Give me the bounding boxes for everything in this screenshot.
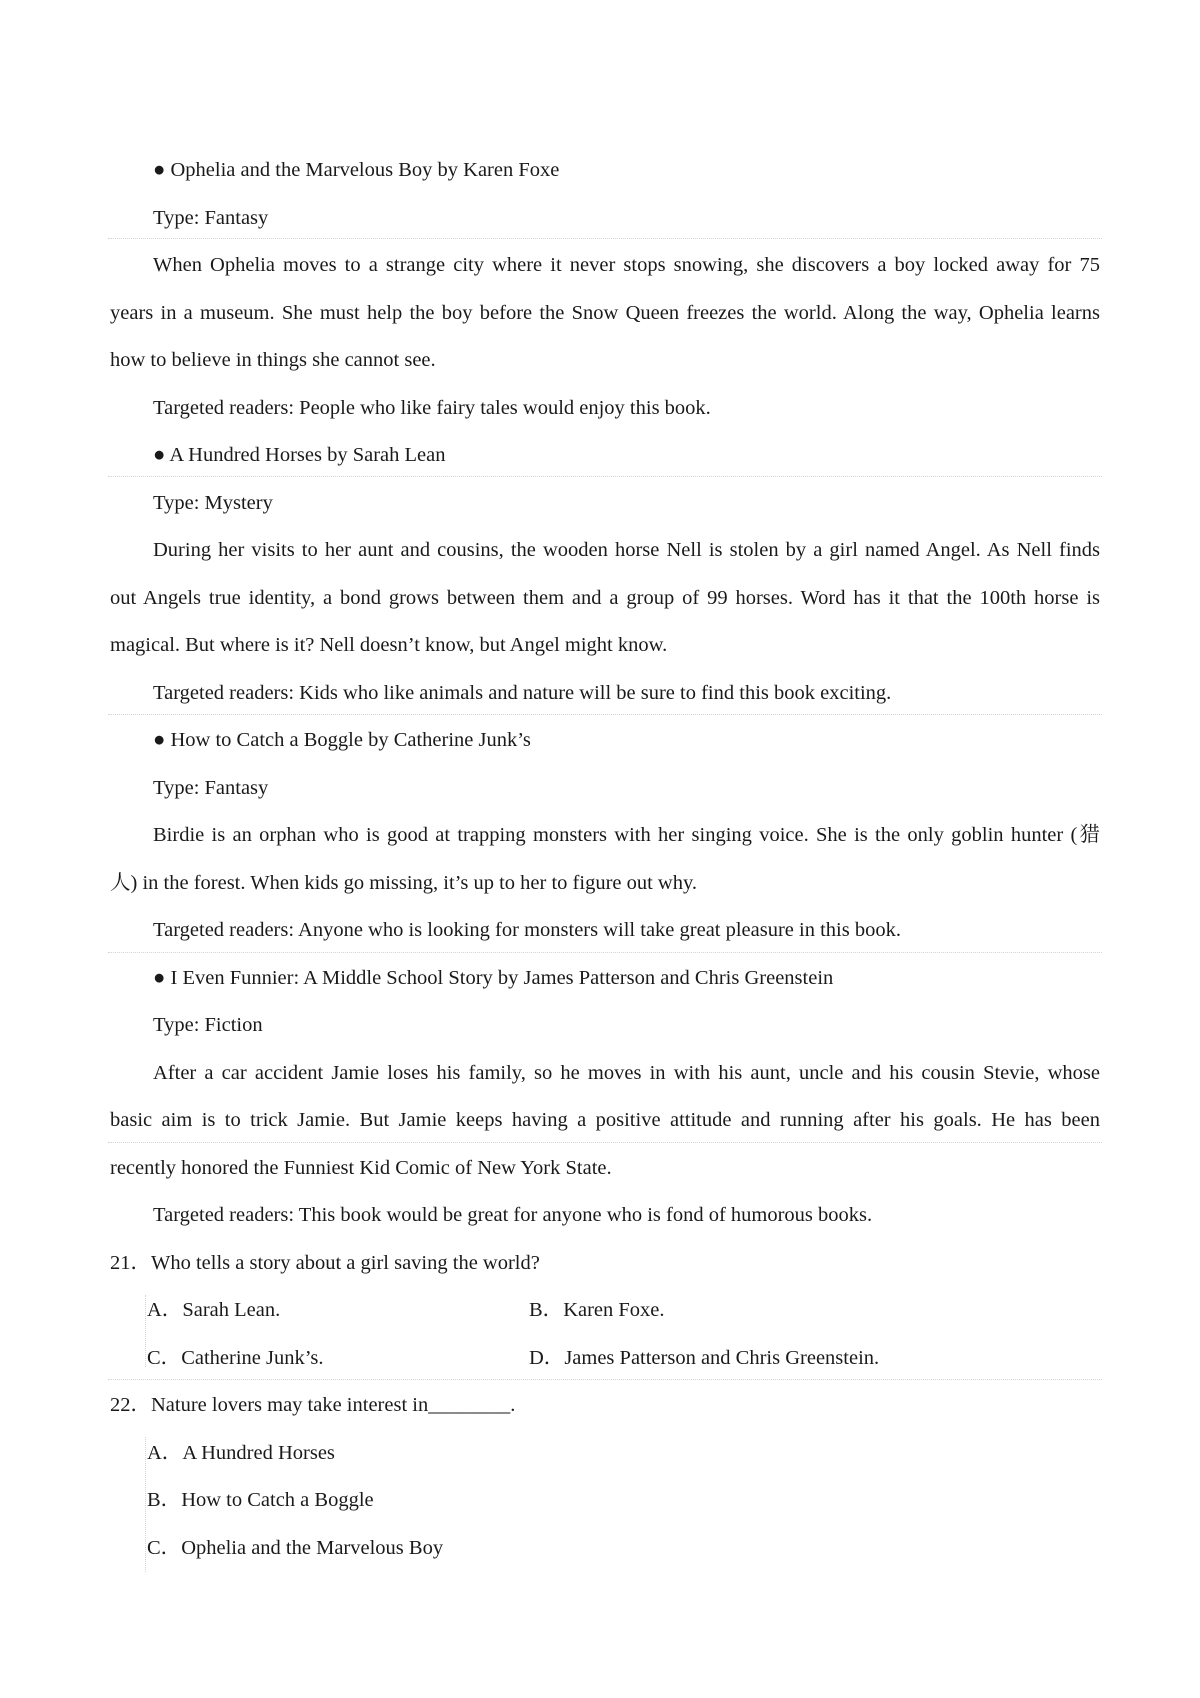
book-description: Birdie is an orphan who is good at trapping monsters with her singing voice. She is the only goblin hunter (猎 (153, 824, 1100, 846)
book-description: basic aim is to trick Jamie. But Jamie keeps having a positive attitude and running after his goals. He has been (110, 1109, 1100, 1131)
book-description: After a car accident Jamie loses his family, so he moves in with his aunt, uncle and his cousin Stevie, whose (153, 1062, 1100, 1084)
book-description: When Ophelia moves to a strange city where it never stops snowing, she discovers a boy locked away for 75 (153, 254, 1100, 276)
question-text: Who tells a story about a girl saving the world? (151, 1252, 540, 1274)
book-description: how to believe in things she cannot see. (110, 349, 436, 371)
book-description: 人) in the forest. When kids go missing, it’s up to her to figure out why. (110, 872, 698, 894)
answer-option[interactable] (147, 1344, 507, 1372)
answer-option[interactable] (529, 1296, 1089, 1324)
question-text: Nature lovers may take interest in________. (151, 1394, 516, 1416)
book-readers: Targeted readers: People who like fairy tales would enjoy this book. (153, 397, 711, 419)
book-title: ● Ophelia and the Marvelous Boy by Karen Foxe (153, 159, 560, 181)
option-label: C． (147, 1537, 182, 1559)
dotted-separator (108, 714, 1102, 715)
book-title: ● How to Catch a Boggle by Catherine Junk’s (153, 729, 531, 751)
question-stem (110, 1391, 1100, 1419)
dotted-separator (108, 1379, 1102, 1380)
book-readers: Targeted readers: Kids who like animals and nature will be sure to find this book exciting. (153, 682, 892, 704)
dotted-separator (108, 952, 1102, 953)
option-text: Ophelia and the Marvelous Boy (181, 1537, 444, 1559)
option-text: How to Catch a Boggle (181, 1489, 374, 1511)
question-number: 22． (110, 1394, 151, 1416)
option-label: A． (147, 1299, 183, 1321)
book-description: years in a museum. She must help the boy before the Snow Queen freezes the world. Along the way, Ophelia learns (110, 302, 1100, 324)
answer-option[interactable] (147, 1296, 507, 1324)
dotted-separator (108, 476, 1102, 477)
option-label: D． (529, 1347, 565, 1369)
answer-option[interactable] (529, 1344, 1089, 1372)
option-label: B． (529, 1299, 564, 1321)
book-type: Type: Fantasy (153, 777, 269, 799)
option-text: Catherine Junk’s. (181, 1347, 324, 1369)
book-title: ● I Even Funnier: A Middle School Story by James Patterson and Chris Greenstein (153, 967, 834, 989)
dotted-separator (108, 238, 1102, 239)
answer-option[interactable] (147, 1439, 747, 1467)
dotted-separator (145, 1437, 146, 1572)
book-type: Type: Fiction (153, 1014, 263, 1036)
option-text: Sarah Lean. (182, 1299, 281, 1321)
dotted-separator (145, 1295, 146, 1367)
answer-option[interactable] (147, 1486, 747, 1514)
dotted-separator (108, 1142, 1102, 1143)
option-text: A Hundred Horses (182, 1442, 335, 1464)
option-text: Karen Foxe. (563, 1299, 665, 1321)
answer-option[interactable] (147, 1534, 747, 1562)
option-label: C． (147, 1347, 182, 1369)
option-label: B． (147, 1489, 182, 1511)
book-description: out Angels true identity, a bond grows between them and a group of 99 horses. Word has it that the 100th horse is (110, 587, 1100, 609)
book-readers: Targeted readers: This book would be great for anyone who is fond of humorous books. (153, 1204, 873, 1226)
question-stem (110, 1249, 1100, 1277)
book-readers: Targeted readers: Anyone who is looking for monsters will take great pleasure in this book. (153, 919, 901, 941)
book-type: Type: Fantasy (153, 207, 269, 229)
option-label: A． (147, 1442, 183, 1464)
book-description: During her visits to her aunt and cousins, the wooden horse Nell is stolen by a girl named Angel. As Nell finds (153, 539, 1100, 561)
book-description: magical. But where is it? Nell doesn’t know, but Angel might know. (110, 634, 668, 656)
question-number: 21． (110, 1252, 151, 1274)
book-title: ● A Hundred Horses by Sarah Lean (153, 444, 446, 466)
book-type: Type: Mystery (153, 492, 273, 514)
book-description: recently honored the Funniest Kid Comic of New York State. (110, 1157, 612, 1179)
option-text: James Patterson and Chris Greenstein. (564, 1347, 880, 1369)
